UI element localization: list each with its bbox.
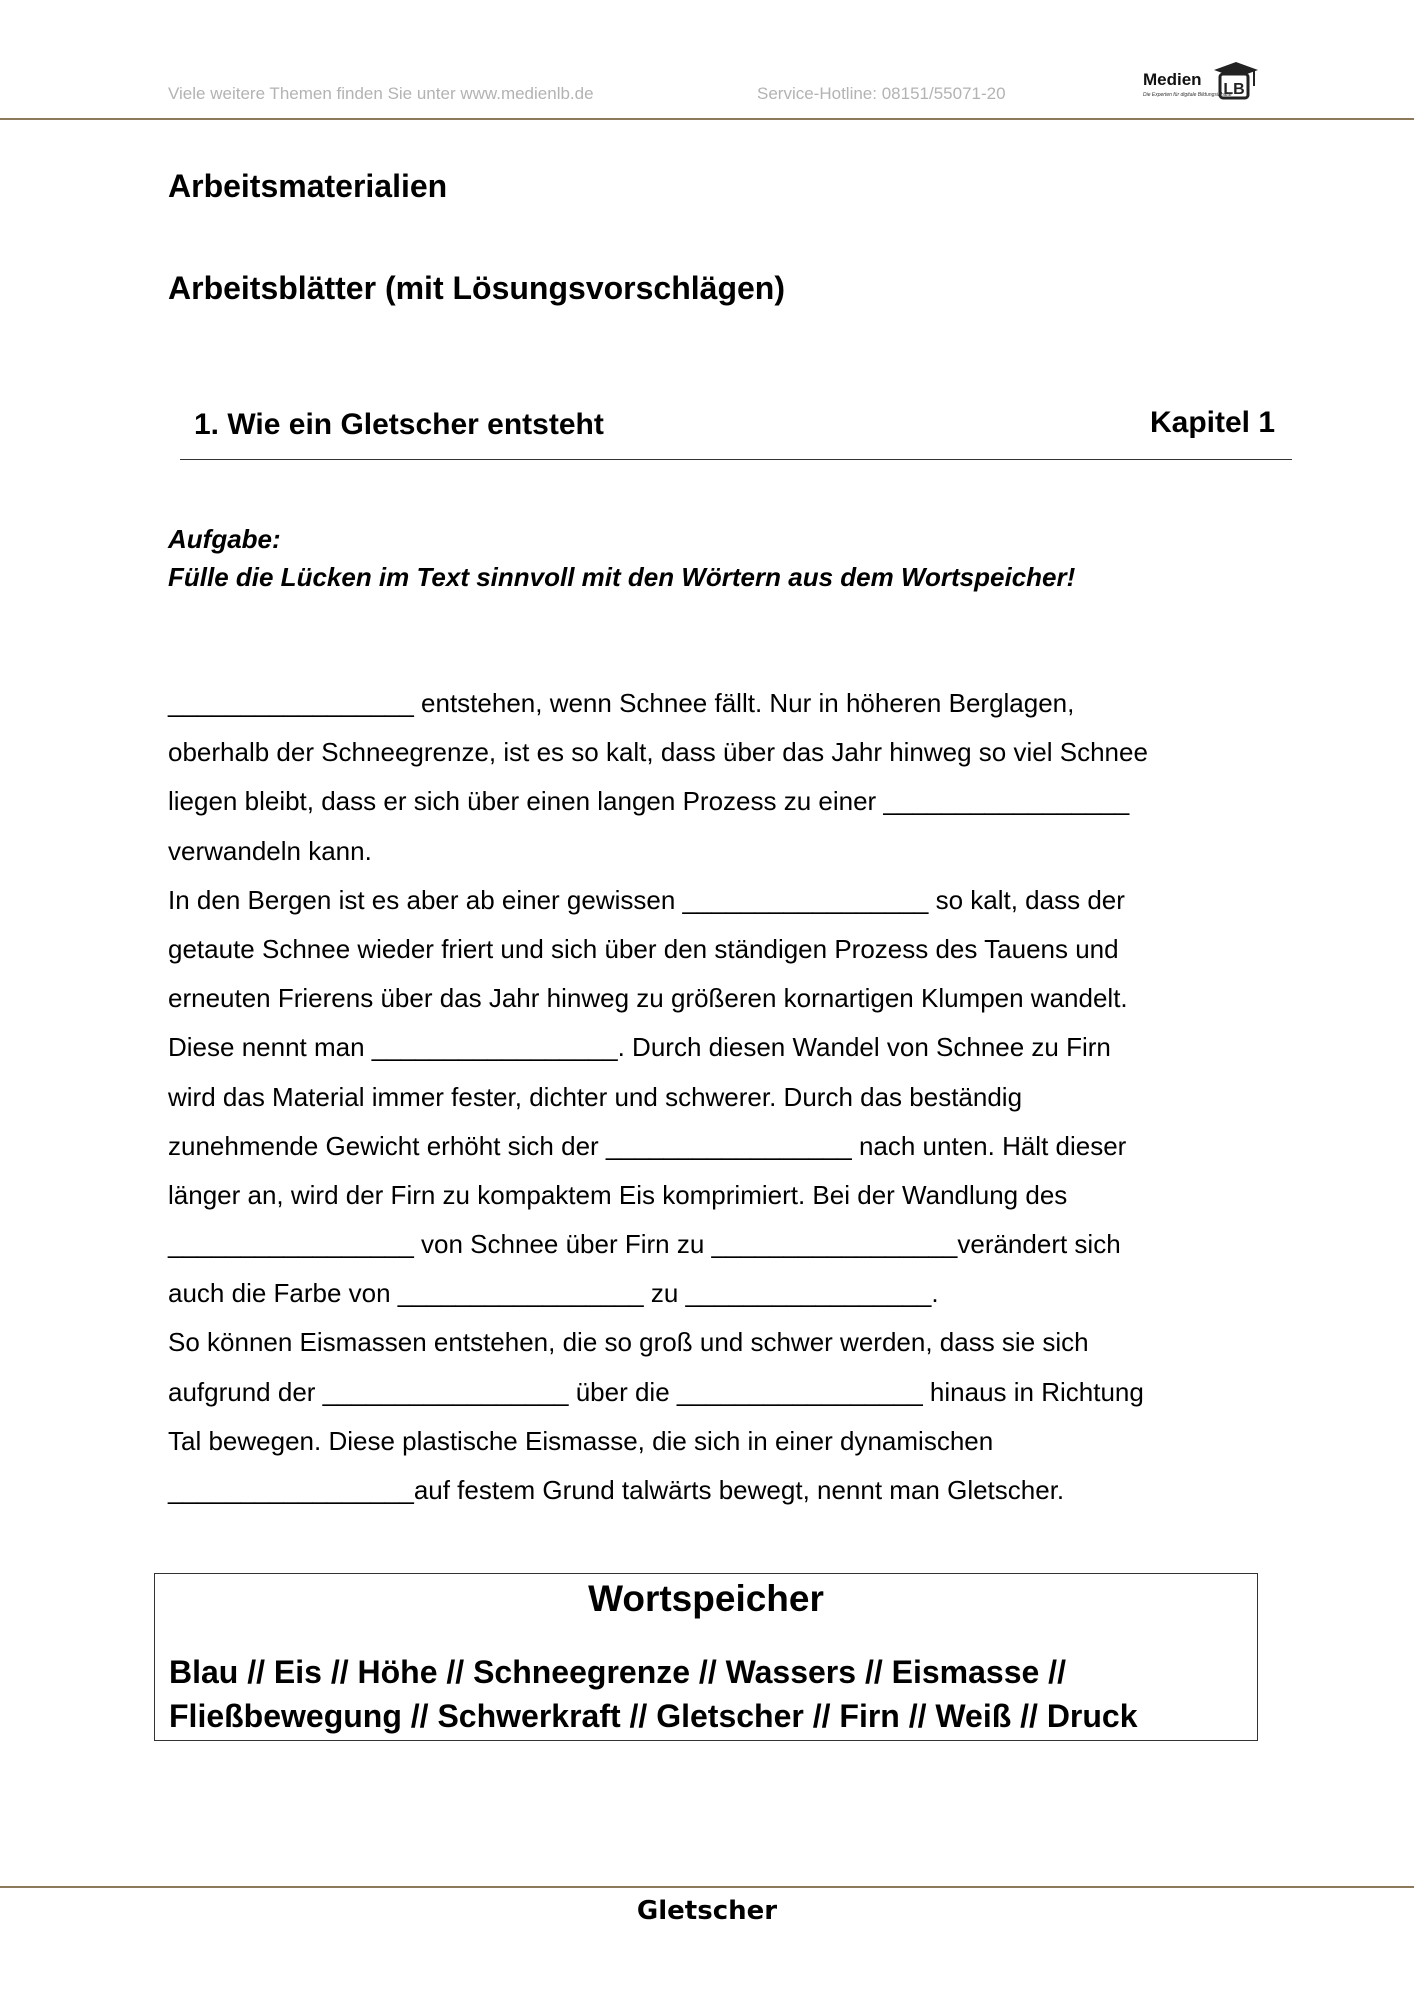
page-title: Arbeitsmaterialien: [168, 168, 448, 204]
page-subtitle: Arbeitsblätter (mit Lösungsvorschlägen): [168, 270, 785, 306]
task-label: Aufgabe:: [168, 524, 281, 554]
header-hotline-text: Service-Hotline: 08151/55071-20: [757, 84, 1006, 103]
cloze-text: [168, 679, 1278, 1515]
text-line: So können Eismassen entstehen, die so groß und schwer werden, dass sie sich: [168, 1327, 1089, 1358]
text-line: zunehmende Gewicht erhöht sich der _________________ nach unten. Hält dieser: [168, 1130, 1127, 1161]
task-instruction: Fülle die Lücken im Text sinnvoll mit den Wörtern aus dem Wortspeicher!: [168, 562, 1076, 592]
text-line: getaute Schnee wieder friert und sich über den ständigen Prozess des Tauens und: [168, 933, 1119, 964]
text-line: _________________auf festem Grund talwärts bewegt, nennt man Gletscher.: [168, 1475, 1065, 1505]
footer-divider: [0, 1886, 1414, 1888]
footer-title: Gletscher: [636, 1896, 778, 1926]
word-bank-box: [154, 1573, 1258, 1741]
header-divider: [0, 118, 1414, 120]
logo-tagline: Die Experten für digitale Bildungsinhalte: [1143, 92, 1232, 98]
section-title: 1. Wie ein Gletscher entsteht: [194, 408, 604, 441]
text-line: liegen bleibt, dass er sich über einen langen Prozess zu einer _________________: [168, 786, 1130, 817]
text-line: Diese nennt man _________________. Durch diesen Wandel von Schnee zu Firn: [168, 1032, 1111, 1063]
chapter-label: Kapitel 1: [1150, 406, 1276, 439]
text-line: _________________ von Schnee über Firn zu _________________verändert sich: [168, 1229, 1121, 1260]
text-line: _________________ entstehen, wenn Schnee fällt. Nur in höheren Berglagen,: [168, 688, 1075, 718]
logo-badge-text: LB: [1223, 81, 1245, 98]
section-divider: [180, 459, 1292, 460]
text-line: In den Bergen ist es aber ab einer gewissen _________________ so kalt, dass der: [168, 884, 1125, 915]
text-line: erneuten Frierens über das Jahr hinweg zu größeren kornartigen Klumpen wandelt.: [168, 983, 1128, 1014]
word-bank-title: Wortspeicher: [588, 1578, 824, 1619]
word-bank-words: [169, 1650, 1247, 1738]
header-website-text: Viele weitere Themen finden Sie unter www.medienlb.de: [168, 84, 594, 103]
medienlb-logo: [1140, 58, 1260, 108]
text-line: oberhalb der Schneegrenze, ist es so kalt, dass über das Jahr hinweg so viel Schnee: [168, 737, 1148, 768]
text-line: länger an, wird der Firn zu kompaktem Eis komprimiert. Bei der Wandlung des: [168, 1179, 1068, 1210]
text-line: auch die Farbe von _________________ zu _________________.: [168, 1278, 939, 1309]
text-line: wird das Material immer fester, dichter und schwerer. Durch das beständig: [168, 1081, 1023, 1112]
text-line: Tal bewegen. Diese plastische Eismasse, die sich in einer dynamischen: [168, 1425, 994, 1456]
word-bank-line: Blau // Eis // Höhe // Schneegrenze // Wassers // Eismasse //: [169, 1654, 1066, 1690]
text-line: aufgrund der _________________ über die _________________ hinaus in Richtung: [168, 1376, 1144, 1407]
word-bank-line: Fließbewegung // Schwerkraft // Gletscher // Firn // Weiß // Druck: [169, 1698, 1138, 1734]
task-block: [168, 520, 1075, 596]
logo-wordmark: Medien: [1143, 70, 1202, 89]
text-line: verwandeln kann.: [168, 835, 372, 866]
